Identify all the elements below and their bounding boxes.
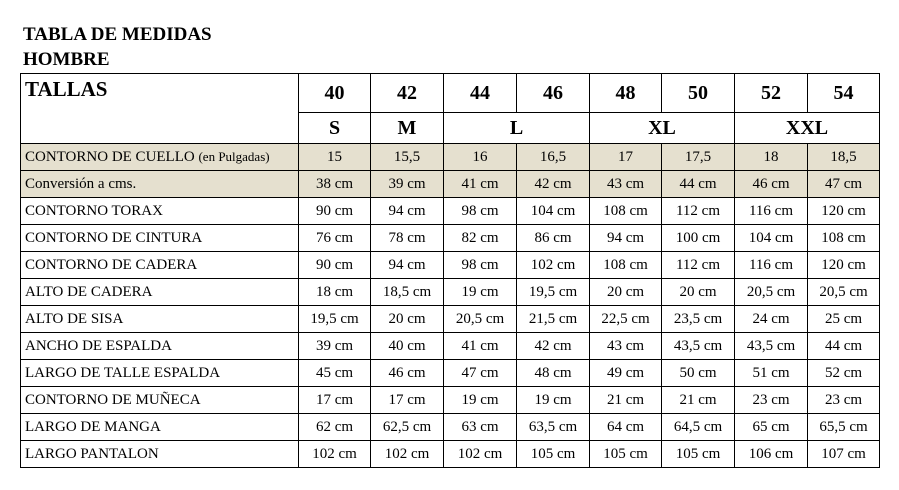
measurement-cell: 20,5 cm [444,306,517,333]
row-label [21,441,299,468]
size-number: 54 [808,74,880,113]
measurement-cell: 112 cm [662,198,735,225]
measurement-cell: 116 cm [735,198,808,225]
measurement-cell: 78 cm [371,225,444,252]
measurement-cell: 90 cm [299,198,371,225]
row-label-text: ALTO DE SISA [25,311,124,327]
size-number: 40 [299,74,371,113]
measurement-cell: 16,5 [517,144,590,171]
measurement-cell: 108 cm [590,198,662,225]
row-label-text: LARGO DE TALLE ESPALDA [25,365,221,381]
measurement-cell: 94 cm [371,198,444,225]
measurement-cell: 82 cm [444,225,517,252]
table-row [21,225,880,252]
measurement-cell: 21 cm [590,387,662,414]
measurement-cell: 17,5 [662,144,735,171]
measurement-cell: 98 cm [444,252,517,279]
measurement-cell: 62,5 cm [371,414,444,441]
measurement-cell: 38 cm [299,171,371,198]
measurement-cell: 44 cm [808,333,880,360]
measurement-cell: 41 cm [444,333,517,360]
row-label [21,333,299,360]
size-number: 44 [444,74,517,113]
measurement-cell: 48 cm [517,360,590,387]
measurement-cell: 108 cm [808,225,880,252]
size-number: 50 [662,74,735,113]
row-label [21,225,299,252]
measurement-cell: 23 cm [808,387,880,414]
measurement-cell: 104 cm [735,225,808,252]
row-label-text: ANCHO DE ESPALDA [25,338,172,354]
size-letter: M [371,113,444,144]
measurement-cell: 43,5 cm [662,333,735,360]
measurement-cell: 19 cm [444,387,517,414]
row-label-text: CONTORNO DE CINTURA [25,230,203,246]
measurement-cell: 104 cm [517,198,590,225]
measurement-cell: 23 cm [735,387,808,414]
measurement-cell: 42 cm [517,333,590,360]
row-label [21,360,299,387]
measurement-cell: 94 cm [371,252,444,279]
measurement-cell: 102 cm [371,441,444,468]
measurement-cell: 105 cm [590,441,662,468]
measurement-cell: 17 [590,144,662,171]
table-row [21,252,880,279]
size-number-row [21,74,880,113]
measurement-cell: 17 cm [299,387,371,414]
row-label-text: CONTORNO DE CUELLO [25,149,195,165]
measurement-cell: 52 cm [808,360,880,387]
size-letter: XXL [735,113,880,144]
measurement-cell: 18,5 [808,144,880,171]
measurement-cell: 43 cm [590,333,662,360]
size-chart-table [20,73,880,468]
measurement-cell: 102 cm [299,441,371,468]
table-row [21,171,880,198]
size-number: 52 [735,74,808,113]
table-row [21,414,880,441]
row-label [21,387,299,414]
measurement-cell: 44 cm [662,171,735,198]
measurement-cell: 20,5 cm [808,279,880,306]
row-label [21,252,299,279]
size-letter: XL [590,113,735,144]
measurement-cell: 45 cm [299,360,371,387]
measurement-cell: 105 cm [517,441,590,468]
row-label [21,198,299,225]
table-row [21,198,880,225]
measurement-cell: 19,5 cm [299,306,371,333]
row-label-text: LARGO PANTALON [25,446,159,462]
row-label [21,414,299,441]
measurement-cell: 42 cm [517,171,590,198]
measurement-cell: 21,5 cm [517,306,590,333]
row-label-text: CONTORNO DE MUÑECA [25,392,201,408]
measurement-cell: 20 cm [371,306,444,333]
size-number: 48 [590,74,662,113]
measurement-cell: 43,5 cm [735,333,808,360]
measurement-cell: 15 [299,144,371,171]
row-label-text: LARGO DE MANGA [25,419,161,435]
table-row [21,360,880,387]
size-letter: S [299,113,371,144]
measurement-cell: 20,5 cm [735,279,808,306]
measurement-cell: 107 cm [808,441,880,468]
measurement-cell: 41 cm [444,171,517,198]
row-label-text: CONTORNO TORAX [25,203,163,219]
measurement-cell: 90 cm [299,252,371,279]
measurement-cell: 19,5 cm [517,279,590,306]
size-number: 46 [517,74,590,113]
measurement-cell: 65,5 cm [808,414,880,441]
measurement-cell: 64 cm [590,414,662,441]
measurement-cell: 15,5 [371,144,444,171]
measurement-cell: 16 [444,144,517,171]
measurement-cell: 102 cm [444,441,517,468]
table-row [21,333,880,360]
measurement-cell: 120 cm [808,252,880,279]
measurement-cell: 18 cm [299,279,371,306]
measurement-cell: 47 cm [808,171,880,198]
measurement-cell: 17 cm [371,387,444,414]
row-label-text: Conversión a cms. [25,176,137,192]
sizes-header-label: TALLAS [21,74,299,144]
measurement-cell: 20 cm [590,279,662,306]
row-label [21,171,299,198]
measurement-cell: 23,5 cm [662,306,735,333]
measurement-cell: 94 cm [590,225,662,252]
measurement-cell: 112 cm [662,252,735,279]
measurement-cell: 51 cm [735,360,808,387]
row-label-text: CONTORNO DE CADERA [25,257,198,273]
measurement-cell: 19 cm [444,279,517,306]
measurement-cell: 25 cm [808,306,880,333]
measurement-cell: 46 cm [371,360,444,387]
page-subtitle: HOMBRE [23,49,110,70]
row-label [21,144,299,171]
measurement-cell: 47 cm [444,360,517,387]
measurement-cell: 50 cm [662,360,735,387]
row-label [21,279,299,306]
measurement-cell: 40 cm [371,333,444,360]
measurement-cell: 65 cm [735,414,808,441]
measurement-cell: 39 cm [371,171,444,198]
size-letter: L [444,113,590,144]
measurement-cell: 105 cm [662,441,735,468]
measurement-cell: 100 cm [662,225,735,252]
measurement-cell: 22,5 cm [590,306,662,333]
measurement-cell: 98 cm [444,198,517,225]
measurement-cell: 18 [735,144,808,171]
measurement-cell: 21 cm [662,387,735,414]
size-number: 42 [371,74,444,113]
measurement-cell: 43 cm [590,171,662,198]
measurement-cell: 20 cm [662,279,735,306]
row-label [21,306,299,333]
measurement-cell: 63,5 cm [517,414,590,441]
table-row [21,144,880,171]
measurement-cell: 39 cm [299,333,371,360]
measurement-cell: 76 cm [299,225,371,252]
measurement-cell: 120 cm [808,198,880,225]
table-row [21,279,880,306]
measurement-cell: 108 cm [590,252,662,279]
measurement-cell: 86 cm [517,225,590,252]
measurement-cell: 106 cm [735,441,808,468]
table-row [21,441,880,468]
measurement-cell: 62 cm [299,414,371,441]
row-label-note: (en Pulgadas) [198,149,270,164]
row-label-text: ALTO DE CADERA [25,284,153,300]
measurement-cell: 46 cm [735,171,808,198]
measurement-cell: 19 cm [517,387,590,414]
measurement-cell: 102 cm [517,252,590,279]
measurement-cell: 24 cm [735,306,808,333]
table-row [21,387,880,414]
measurement-cell: 64,5 cm [662,414,735,441]
page-title: TABLA DE MEDIDAS [23,24,212,45]
measurement-cell: 18,5 cm [371,279,444,306]
measurement-cell: 49 cm [590,360,662,387]
table-row [21,306,880,333]
measurement-cell: 63 cm [444,414,517,441]
measurement-cell: 116 cm [735,252,808,279]
